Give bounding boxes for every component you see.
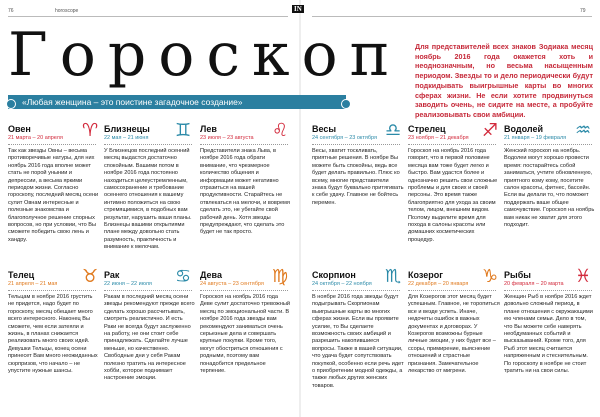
sign-text: Тельцам в ноябре 2016 грустить не придется, надо будет по гороскопу, месяц обещает много всего интересного. Наконец Вы сможете, чем если затеяли и жизнь, в планах снижается реализовать много своих идей. Девушки Тельцы, конец осени принесет Вам много неожиданных сюрпризов, что начало – не упустите нужные шансы.	[8, 294, 98, 375]
sign-gemini	[104, 120, 196, 252]
sign-sagittarius	[408, 120, 500, 244]
sign-text: Женщин Рыб в ноябре 2016 ждет довольно сложный период, в плане отношения с окружающими ею членами семьи. Дело в том, что Вы можете себе наверять необдуманных событий и высказываний. Кроме того, для Рыб этот месяц считается напряженным и стеснительным. По гороскопу в ноябре не стоит тратить ни на свои силы.	[504, 294, 593, 375]
subtitle-dot-left	[6, 99, 16, 109]
libra-icon: ♎	[385, 120, 402, 141]
divider	[104, 290, 192, 291]
sign-dates: 21 марта – 20 апреля	[8, 135, 63, 141]
divider	[504, 290, 592, 291]
sign-text: Гороскоп на ноябрь 2016 года говорит, что в первой половине месяца вам тоже будет легко и быстро. Вам удастся более и однозначно решить свои сложные проблемы и для своих и своей персоны. Это время также благоприятно для ухода за своим телом, лицом, внешним видом. Поэтому выделите время для похода в салоны красоты или домашних косметических процедур.	[408, 148, 498, 243]
sign-dates: 24 августа – 23 сентября	[200, 281, 264, 287]
leo-icon: ♌	[272, 120, 289, 141]
sign-name: Весы	[312, 124, 337, 134]
virgo-icon: ♍	[272, 266, 289, 287]
subtitle: «Любая женщина – это поистине загадочное создание»	[22, 97, 243, 107]
sign-text: Гороскоп на ноябрь 2016 года Деве сулит достаточно тревожный месяц по эмоциональной части. В ноябре 2016 года звезды вам рекомендуют заниматься очень серьезные дела и совершать крупные покупки. Кроме того, могут обостриться отношения с родными, поэтому вам понадобится предельное терпение.	[200, 294, 290, 375]
left-section: horoscope	[54, 8, 79, 14]
sign-text: Ракам в последний месяц осени звезды рекомендуют прежде всего сделать хорошо рассчитывать, смотреть реалистично. И есть Раки не всегда будут заслуженно на работу, не они стоит себе принадлежать. Сделайте лучше меньше, но качественно. Свободные дни у себя Ракам полезно тратить на интересное хобби, которое поднимает настроение эмоции.	[104, 294, 195, 382]
sign-scorpio	[312, 266, 404, 390]
left-page-header	[8, 8, 78, 14]
taurus-icon: ♉	[82, 266, 99, 287]
intro-paragraph: Для представителей всех знаков Зодиака месяц ноябрь 2016 года окажется хоть и неоднозначным, но весьма насыщенным периодом. Звезды то и дело периодически будут подкидывать выигрышные карты во многих сферах жизни. Не если хотите продвинуться заводить очень, не сидите на месте, а пробуйте реализовывать свои амбиции.	[415, 42, 593, 119]
sign-dates: 22 декабря – 20 января	[408, 281, 469, 287]
sign-dates: 21 апреля – 21 мая	[8, 281, 58, 287]
sign-dates: 21 января – 19 февраля	[504, 135, 567, 141]
sign-name: Близнецы	[104, 124, 150, 134]
sign-text: В ноябре 2016 года звезды будут подыгрывать Скорпионам выигрышные карты во многих сферах жизни. Если вы проявите усилие, то Вы сделаете возможность своих амбиций и разрешить накопившиеся вопросы. Также в вашей ситуации, что удача будет сопутствовать покупкой, особенно если речь идет о приобретении модной одежды, а также любых других женских товаров.	[312, 294, 404, 389]
sign-name: Водолей	[504, 124, 544, 134]
page-title: Гороскоп	[8, 20, 402, 90]
divider	[104, 144, 192, 145]
sign-name: Стрелец	[408, 124, 446, 134]
capricorn-icon: ♑	[482, 266, 499, 287]
divider	[8, 144, 96, 145]
sagittarius-icon: ♐	[482, 120, 499, 141]
sign-name: Скорпион	[312, 270, 356, 280]
sign-name: Лев	[200, 124, 217, 134]
sign-text: Для Козерогов этот месяц будет успешным. Главное, не торопиться все и везде успеть. Иначе, недочеты ошибок в важных документах и договорах. У Козерогов возможны бурные личные эмоции, у них будет все – ссоры, примирение, выяснение отношений и страстные признания. Замечательное лекарство от мигрени.	[408, 294, 500, 375]
sign-text: Весы, хватит тоскливать, приятные решения. В ноябре Вы можете быть спокойны, ведь все будет делать правильно. Плюс ко всему, многие представители знака будут буквально притягивать к себе удачу. Главное не бойтесь перемен.	[312, 148, 404, 206]
left-folio: 76	[8, 8, 14, 14]
divider	[200, 290, 288, 291]
gemini-icon: ♊	[175, 120, 192, 141]
right-folio: 79	[580, 8, 586, 14]
divider	[200, 144, 288, 145]
magazine-logo: IN	[294, 5, 302, 13]
aries-icon: ♈	[82, 120, 99, 141]
divider	[504, 144, 592, 145]
sign-text: Представители знака Льва, в ноябре 2016 года обрати внимание, что чрезмерное количество общения и информации может негативно отразиться на вашей продуктивности. Старайтесь не отвлекаться на мелочи, и вовремя сделать это, не убегайте свой рабочий день. Хотя звезды предупреждают, что сделать это будет не так просто.	[200, 148, 290, 236]
sign-name: Рыбы	[504, 270, 531, 280]
subtitle-dot-right	[341, 99, 351, 109]
sign-dates: 23 ноября – 21 декабря	[408, 135, 469, 141]
pisces-icon: ♓	[575, 266, 592, 287]
sign-text: Так как звезды Овны – весьма противоречивые натуры, для них ноябрь 2016 года вполне может стать не порой унынии и депрессии, а весьма яркими периодом жизни. Согласно гороскопу, последний месяц осени сулит Овнам интересные и полезные знакомства и благополучное решение спорных вопросов, но при условии, что Вы сможете победить свою лень и хандру.	[8, 148, 99, 243]
divider	[8, 290, 96, 291]
sign-name: Козерог	[408, 270, 443, 280]
aquarius-icon: ♒	[575, 120, 592, 141]
sign-text: У Близнецов последний осенний месяц выдастся достаточно спокойным. Вашими потом в ноябре 2016 года постоянно находиться целеустремленным, самосохранение и требование осеннего отношения к вашему интимно положиться на свою стремящимися, в подобных вам результат, нарушить ваши планы. Близнецы вашими открытиями плане между довольно стать разумность, практичность и внимание к мелочам.	[104, 148, 192, 251]
sign-dates: 24 октября – 22 ноября	[312, 281, 372, 287]
divider	[408, 144, 496, 145]
sign-name: Дева	[200, 270, 222, 280]
sign-name: Рак	[104, 270, 120, 280]
sign-aries	[8, 120, 100, 244]
cancer-icon: ♋	[175, 266, 192, 287]
sign-dates: 22 мая – 21 июня	[104, 135, 149, 141]
sign-dates: 20 февраля – 20 марта	[504, 281, 564, 287]
sign-text: Женский гороскоп на ноябрь. Водолеи могут хорошо провести время: постарайтесь собой заниматься, учтите обновленную, приятного кому кому, посетите салон красоты, фитнес, бассейн. Если вы делали то, что поможет поддержать ваше общее самочувствие. Гороскоп на ноябрь вам никак не хватит для этого подходит.	[504, 148, 595, 229]
scorpio-icon: ♏	[385, 266, 402, 287]
left-header-rule	[8, 16, 288, 17]
sign-name: Овен	[8, 124, 31, 134]
right-header-rule	[312, 16, 592, 17]
divider	[312, 290, 400, 291]
sign-name: Телец	[8, 270, 35, 280]
sign-dates: 24 сентября – 23 октября	[312, 135, 378, 141]
divider	[312, 144, 400, 145]
sign-dates: 22 июня – 22 июля	[104, 281, 152, 287]
sign-dates: 23 июля – 23 августа	[200, 135, 254, 141]
divider	[408, 290, 496, 291]
